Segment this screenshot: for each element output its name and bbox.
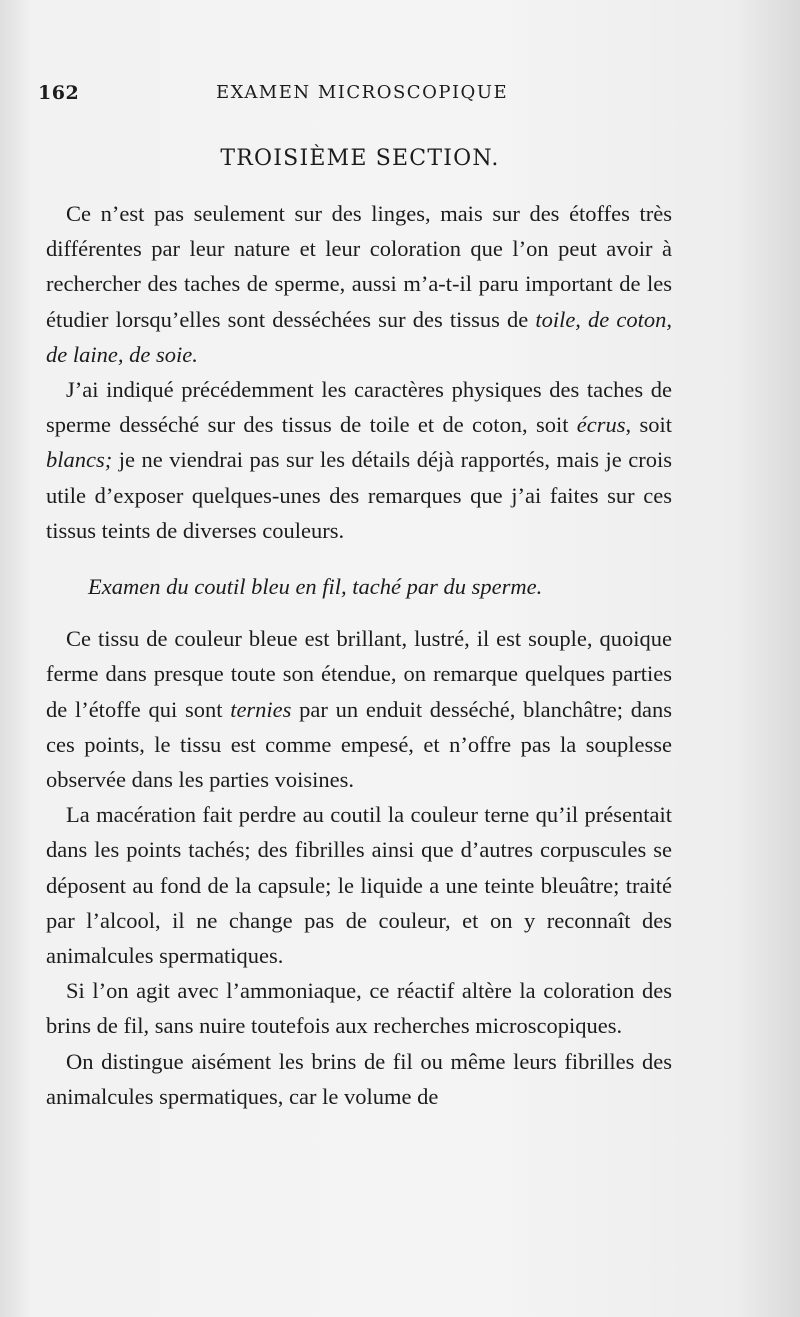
italic-run: écrus	[576, 412, 626, 438]
body-text	[46, 196, 672, 1114]
text-run: par un enduit desséché, blanchâtre; dans ces points, le tissu est comme empesé, et n’offre pas la souplesse observée dans les parties voisines.	[46, 696, 672, 793]
text-run: J’ai indiqué précédemment les caractères physiques des taches de sperme desséché sur des tissus de toile et de coton, soit	[46, 377, 672, 438]
text-run: , soit	[625, 412, 672, 438]
text-run: Si l’on agit avec l’ammoniaque, ce réactif altère la coloration des brins de fil, sans nuire toutefois aux recherches microscopiques.	[46, 978, 672, 1039]
page-number: 162	[38, 82, 80, 104]
text-run: La macération fait perdre au coutil la couleur terne qu’il présentait dans les points tachés; des fibrilles ainsi que d’autres corpuscules se déposent au fond de la capsule; le liquide a une teinte bleuâtre; traité par l’alcool, il ne change pas de couleur, et on y reconnaît des animalcules spermatiques.	[46, 802, 672, 969]
paragraph	[46, 372, 672, 548]
text-run: je ne viendrai pas sur les détails déjà rapportés, mais je crois utile d’exposer quelques-unes des remarques que j’ai faites sur ces tissus teints de diverses couleurs.	[46, 447, 672, 543]
italic-run: toile, de coton, de laine, de soie.	[46, 306, 673, 367]
paragraph	[46, 196, 672, 372]
section-title: TROISIÈME SECTION.	[220, 146, 500, 171]
text-run: On distingue aisément les brins de fil ou même leurs fibrilles des animalcules spermatiques, car le volume de	[46, 1048, 672, 1109]
subheading: Examen du coutil bleu en fil, taché par du sperme.	[88, 574, 543, 600]
running-title: EXAMEN MICROSCOPIQUE	[216, 82, 509, 103]
paragraph	[46, 621, 672, 797]
running-header	[38, 82, 680, 112]
text-run: Ce tissu de couleur bleue est brillant, lustré, il est souple, quoique ferme dans presque toute son étendue, on remarque quelques parties de l’étoffe qui sont	[46, 626, 672, 722]
italic-run: ternies	[230, 696, 292, 722]
paragraph	[46, 973, 672, 1043]
italic-run: blancs;	[46, 447, 113, 473]
paragraph	[46, 1044, 672, 1114]
text-run: Ce n’est pas seulement sur des linges, mais sur des étoffes très différentes par leur nature et leur coloration que l’on peut avoir à rechercher des taches de sperme, aussi m’a-t-il paru important de les étudier lorsqu’elles sont desséchées sur des tissus de	[46, 201, 672, 332]
paragraph	[46, 797, 672, 973]
